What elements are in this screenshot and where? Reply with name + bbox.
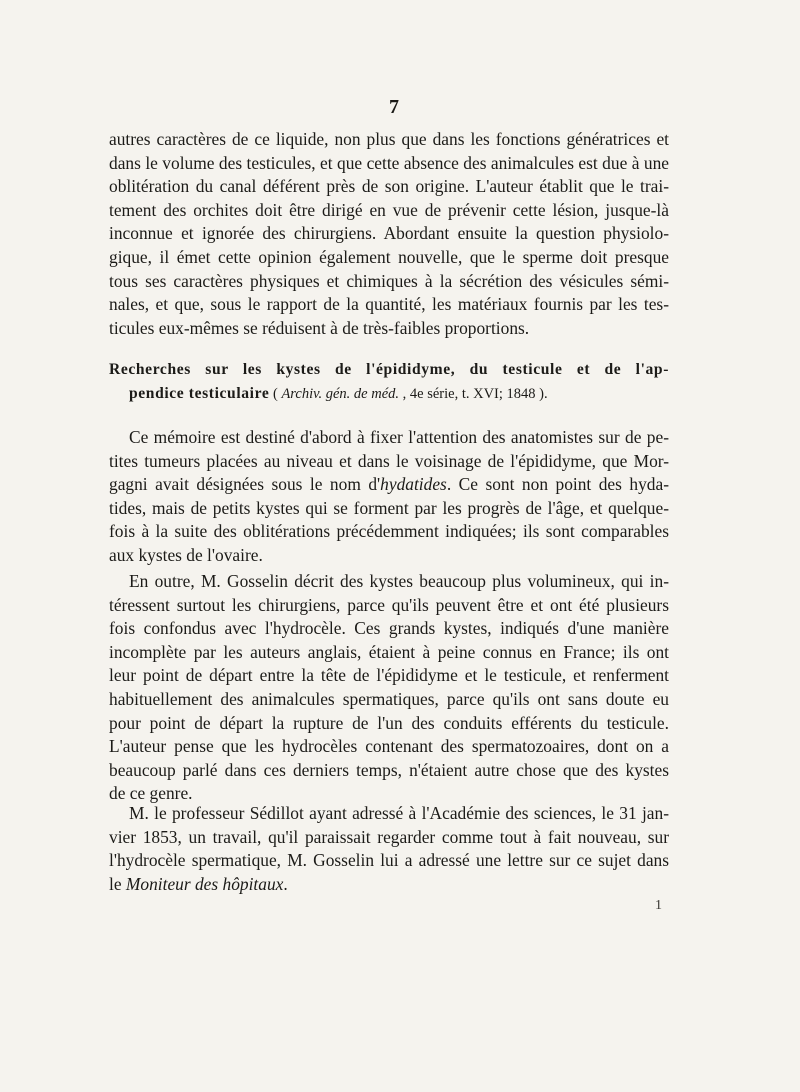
text-line: fois confondus avec l'hydrocèle. Ces grands kystes, indiqués d'une manière (109, 618, 669, 639)
text-line: de ce genre. (109, 783, 193, 804)
section-heading (109, 358, 669, 406)
text-line: incomplète par les auteurs anglais, étaient à peine connus en France; ils ont (109, 641, 669, 662)
text-line: dans le volume des testicules, et que cette absence des animalcules est due à une (109, 152, 669, 173)
text-line: En outre, M. Gosselin décrit des kystes beaucoup plus volumineux, qui in- (129, 571, 669, 591)
text-line: gique, il émet cette opinion également nouvelle, que le sperme doit presque (109, 246, 669, 267)
text-line: tites tumeurs placées au niveau et dans le voisinage de l'épididyme, que Mor- (109, 450, 669, 471)
page-number: 7 (389, 96, 399, 118)
heading-source: Archiv. gén. de méd. (281, 386, 400, 402)
text-line (109, 473, 669, 497)
text-line: habituellement des animalcules spermatiques, parce qu'ils ont sans doute eu (109, 688, 669, 709)
text-line: beaucoup parlé dans ces derniers temps, n'étaient autre chose que des kystes (109, 759, 669, 780)
text-line: inconnue et ignorée des chirurgiens. Abordant ensuite la question physiolo- (109, 223, 669, 244)
text-run: le (109, 873, 126, 894)
text-run: gagni avait désignées sous le nom d' (109, 474, 381, 495)
text-line: Ce mémoire est destiné d'abord à fixer l'attention des anatomistes sur de pe- (129, 427, 669, 447)
paragraph-4 (109, 802, 669, 896)
text-line: tous ses caractères physiques et chimiques à la sécrétion des vésicules sémi- (109, 270, 669, 291)
text-line: autres caractères de ce liquide, non plus que dans les fonctions génératrices et (109, 129, 669, 149)
text-line: tides, mais de petits kystes qui se forment par les progrès de l'âge, et quelque- (109, 497, 669, 518)
italic-term: hydatides (380, 474, 447, 495)
italic-title: Moniteur des hôpitaux (125, 873, 284, 894)
text-line: téressent surtout les chirurgiens, parce qu'ils peuvent être et ont été plusieurs (109, 594, 669, 615)
text-run: . Ce sont non point des hyda- (446, 474, 669, 495)
heading-line-1: Recherches sur les kystes de l'épididyme, du testicule et de l'ap- (109, 361, 669, 378)
paragraph-2 (109, 426, 669, 568)
text-line: L'auteur pense que les hydrocèles contenant des spermatozoaires, dont on a (109, 736, 669, 757)
heading-line-2 (109, 382, 669, 406)
text-line: M. le professeur Sédillot ayant adressé à l'Académie des sciences, le 31 jan- (129, 803, 669, 823)
heading-paren: ( (269, 386, 282, 402)
paragraph-3 (109, 570, 669, 806)
heading-title-end: pendice testiculaire (129, 385, 270, 402)
paragraph-1 (109, 128, 669, 340)
text-line: vier 1853, un travail, qu'il paraissait regarder comme tout à fait nouveau, sur (109, 826, 669, 847)
text-line: leur point de départ entre la tête de l'épididyme et le testicule, et renferment (109, 665, 669, 686)
text-line: nales, et que, sous le rapport de la quantité, les matériaux fournis par les tes- (109, 294, 669, 315)
text-line: ticules eux-mêmes se réduisent à de très-faibles proportions. (109, 317, 530, 338)
text-line: fois à la suite des oblitérations précédemment indiquées; ils sont comparables (109, 521, 669, 542)
text-line: l'hydrocèle spermatique, M. Gosselin lui a adressé une lettre sur ce sujet dans (109, 850, 669, 871)
text-line: pour point de départ la rupture de l'un des conduits efférents du testicule. (109, 712, 669, 733)
heading-citation: , 4e série, t. XVI; 1848 ). (399, 386, 548, 402)
text-line (109, 873, 669, 897)
margin-mark: 1 (655, 898, 662, 913)
text-line: oblitération du canal déférent près de son origine. L'auteur établit que le trai- (109, 176, 669, 197)
text-line: tement des orchites doit être dirigé en vue de prévenir cette lésion, jusque-là (109, 199, 669, 220)
text-run: . (283, 873, 288, 894)
text-line: aux kystes de l'ovaire. (109, 544, 263, 565)
